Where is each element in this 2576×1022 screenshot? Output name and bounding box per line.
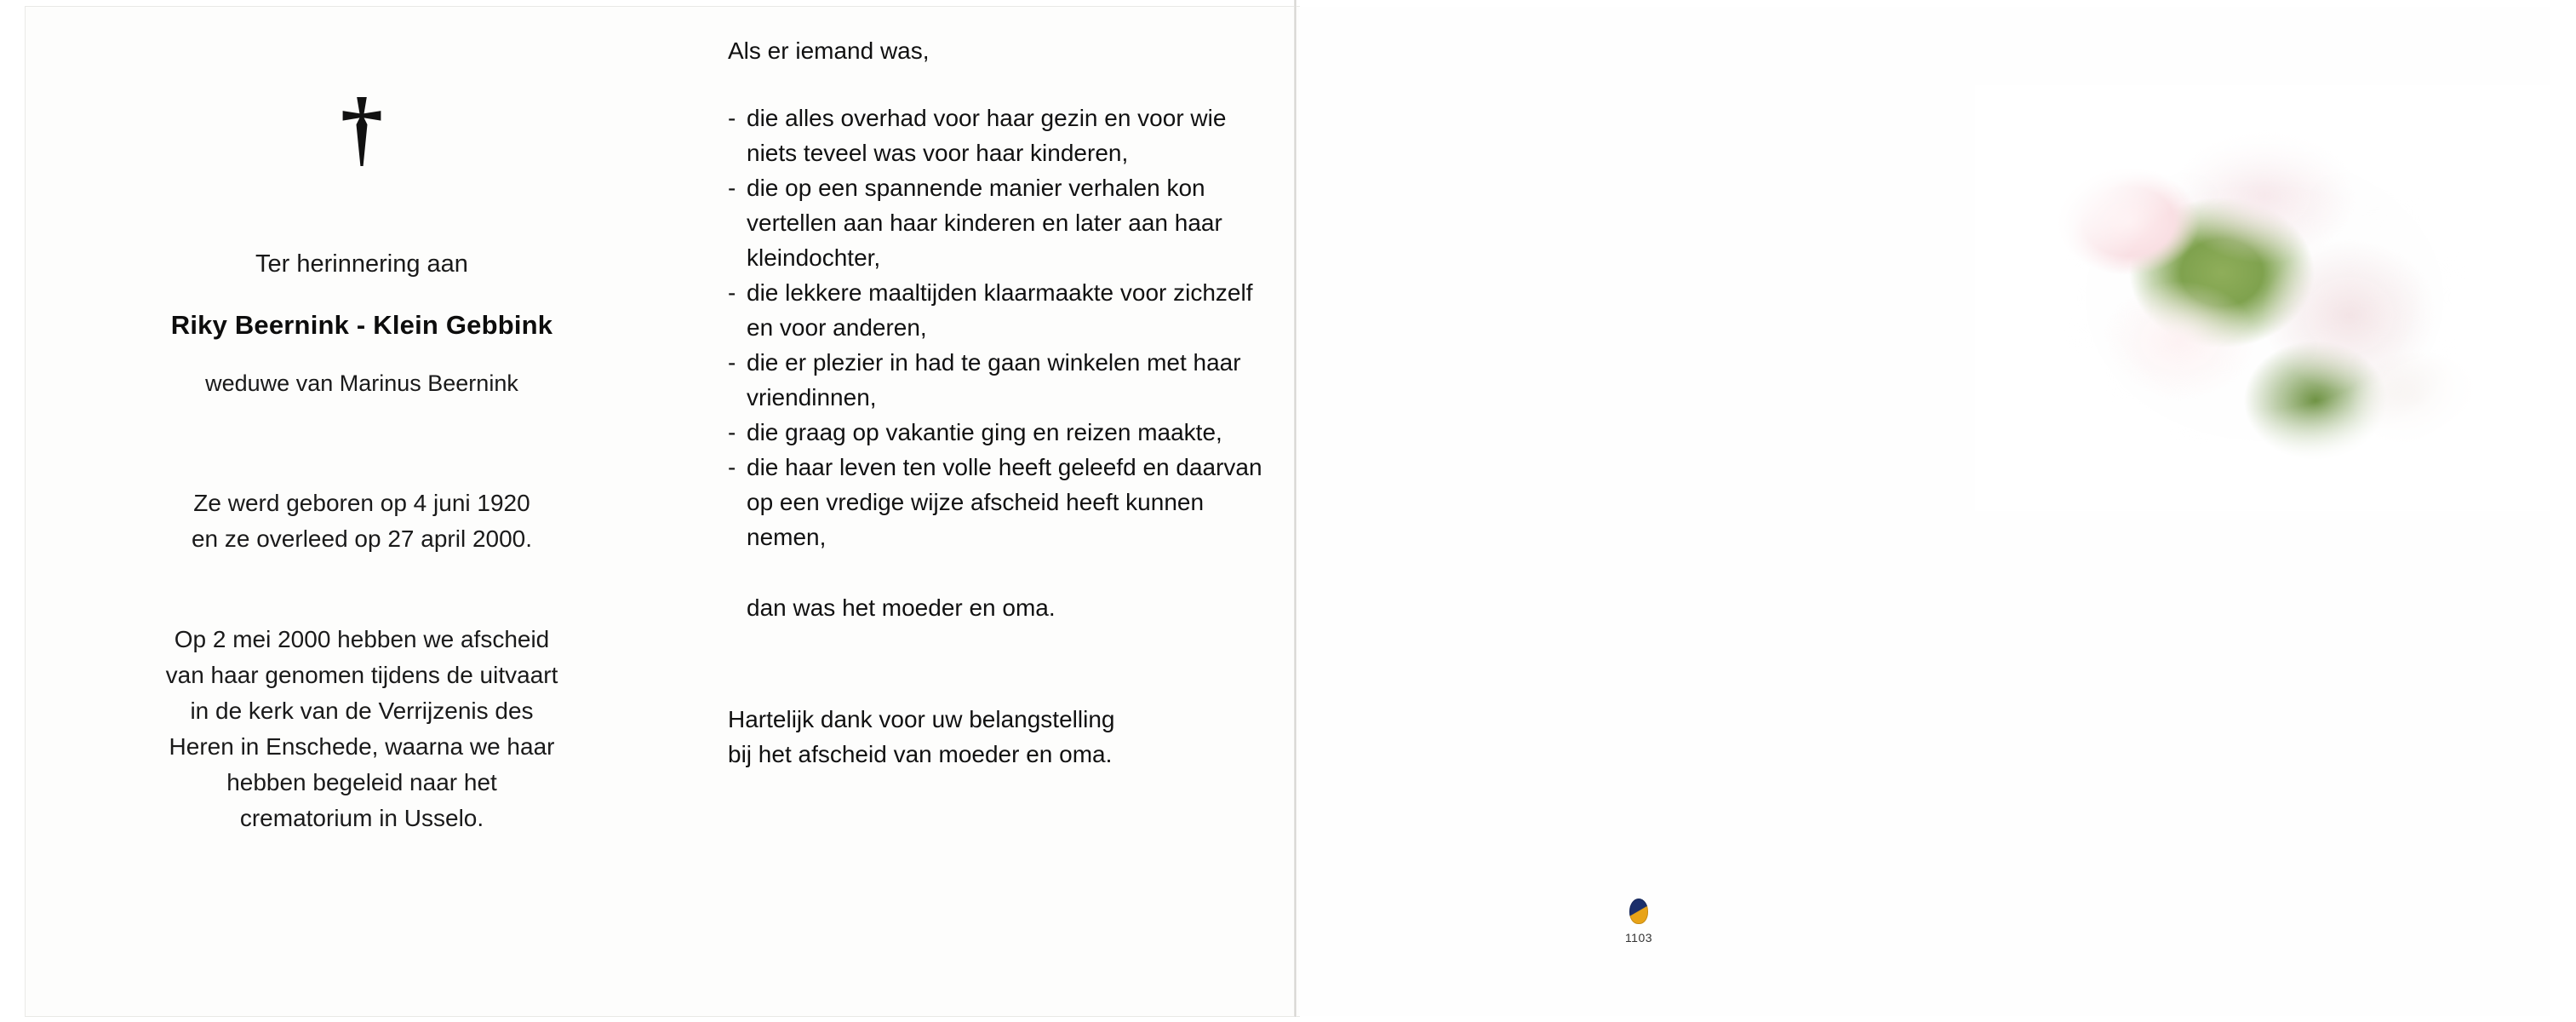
bullet-marker: - bbox=[728, 279, 736, 306]
widow-of-text: weduwe van Marinus Beernink bbox=[205, 370, 518, 396]
list-item bbox=[728, 345, 1273, 415]
memorial-heading-block bbox=[51, 247, 673, 400]
left-panel bbox=[51, 34, 673, 971]
farewell-line: Op 2 mei 2000 hebben we afscheid bbox=[174, 626, 550, 652]
publisher-code: 1103 bbox=[1624, 931, 1653, 944]
list-item-text: die er plezier in had te gaan winkelen met haar vriendinnen, bbox=[747, 349, 1241, 411]
birth-date-line: Ze werd geboren op 4 juni 1920 bbox=[193, 490, 530, 516]
list-item-text: die haar leven ten volle heeft geleefd en daarvan op een vredige wijze afscheid heeft kunnen nemen, bbox=[747, 454, 1262, 550]
farewell-line: van haar genomen tijdens de uitvaart bbox=[165, 662, 558, 688]
farewell-line: in de kerk van de Verrijzenis des bbox=[190, 698, 534, 724]
deceased-name: Riky Beernink - Klein Gebbink bbox=[170, 310, 553, 340]
list-item-text: die graag op vakantie ging en reizen maakte, bbox=[747, 419, 1222, 445]
thanks-block bbox=[728, 702, 1273, 772]
middle-panel bbox=[728, 34, 1273, 971]
blossom-photo bbox=[2009, 119, 2520, 477]
blossom-photo-image bbox=[2009, 119, 2520, 477]
list-item bbox=[728, 170, 1273, 275]
list-item bbox=[728, 415, 1273, 450]
farewell-block bbox=[51, 622, 673, 836]
closing-text: dan was het moeder en oma. bbox=[747, 594, 1056, 621]
bullet-marker: - bbox=[728, 454, 736, 480]
cross-icon: † bbox=[341, 80, 383, 175]
qualities-list bbox=[728, 100, 1273, 554]
publisher-logo-icon bbox=[1629, 899, 1648, 924]
list-item-text: die op een spannende manier verhalen kon vertellen aan haar kinderen en later aan haar kleindochter, bbox=[747, 175, 1222, 271]
list-item bbox=[728, 450, 1273, 554]
list-item bbox=[728, 275, 1273, 345]
thanks-line: bij het afscheid van moeder en oma. bbox=[728, 741, 1113, 767]
bullet-marker: - bbox=[728, 175, 736, 201]
death-date-line: en ze overleed op 27 april 2000. bbox=[191, 525, 533, 552]
bullet-marker: - bbox=[728, 349, 736, 376]
bullet-marker: - bbox=[728, 419, 736, 445]
thanks-line: Hartelijk dank voor uw belangstelling bbox=[728, 706, 1115, 732]
farewell-line: hebben begeleid naar het bbox=[226, 769, 497, 795]
intro-text: Als er iemand was, bbox=[728, 37, 930, 64]
bullet-marker: - bbox=[728, 105, 736, 131]
farewell-line: Heren in Enschede, waarna we haar bbox=[169, 733, 555, 760]
farewell-line: crematorium in Usselo. bbox=[239, 805, 484, 831]
publisher-logo bbox=[1600, 899, 1677, 944]
list-item-text: die alles overhad voor haar gezin en voor wie niets teveel was voor haar kinderen, bbox=[747, 105, 1227, 166]
list-item-text: die lekkere maaltijden klaarmaakte voor zichzelf en voor anderen, bbox=[747, 279, 1253, 341]
life-dates-block bbox=[51, 485, 673, 557]
list-item bbox=[728, 100, 1273, 170]
in-memory-of-text: Ter herinnering aan bbox=[255, 250, 468, 278]
card-fold-line bbox=[1294, 0, 1297, 1017]
